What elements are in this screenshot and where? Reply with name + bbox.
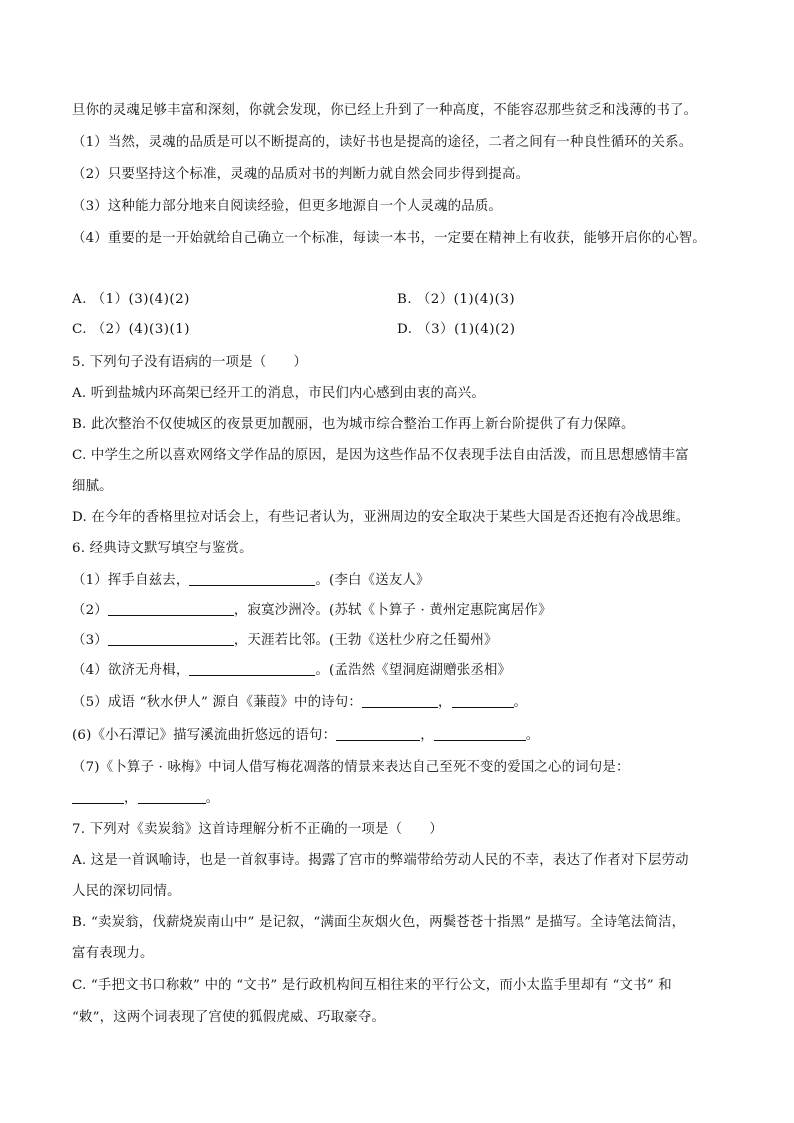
q7-option-a-line1: A. 这是一首讽喻诗，也是一首叙事诗。揭露了宫市的弊端带给劳动人民的不幸，表达了作者对下层劳动 <box>72 853 689 868</box>
q6-item-4-after: 。(孟浩然《望洞庭湖赠张丞相》 <box>315 663 512 678</box>
answer-blank[interactable] <box>138 789 206 804</box>
q6-item-7-text: （7)《卜算子 · 咏梅》中词人借写梅花凋落的情景来表达自己至死不变的爱国之心的词句是： <box>72 760 630 775</box>
q4-option-d: D. （3）(1)(4)(2) <box>397 322 516 337</box>
q4-option-b: B. （2）(1)(4)(3) <box>397 292 516 307</box>
answer-blank[interactable] <box>189 571 315 586</box>
answer-blank[interactable] <box>72 789 124 804</box>
q6-item-3-after: ，天涯若比邻。(王勃《送杜少府之任蜀州》 <box>233 633 498 648</box>
q6-item-5-before: （5）成语 “秋水伊人” 源自《蒹葭》中的诗句： <box>72 695 362 710</box>
q6-item-6-separator: ， <box>420 728 434 743</box>
answer-blank[interactable] <box>189 661 315 676</box>
q5-option-b: B. 此次整治不仅使城区的夜景更加靓丽，也为城市综合整治工作再上新台阶提供了有力保障。 <box>72 417 635 432</box>
q7-option-c-line1: C. “手把文书口称敕” 中的 “文书” 是行政机构间互相往来的平行公文，而小太监手里却有 “文书” 和 <box>72 978 672 993</box>
passage-sentence-4: （4）重要的是一开始就给自己确立一个标准，每读一本书，一定要在精神上有收获，能够开启你的心智。 <box>72 231 706 246</box>
passage-sentence-1: （1）当然，灵魂的品质是可以不断提高的，读好书也是提高的途径，二者之间有一种良性循环的关系。 <box>72 135 693 150</box>
q7-option-b-line1: B. “卖炭翁，伐薪烧炭南山中” 是记叙，“满面尘灰烟火色，两鬓苍苍十指黑” 是描写。全诗笔法简洁， <box>72 915 686 930</box>
q6-stem: 6. 经典诗文默写填空与鉴赏。 <box>72 541 253 556</box>
answer-blank[interactable] <box>434 726 526 741</box>
q5-option-d: D. 在今年的香格里拉对话会上，有些记者认为，亚洲周边的安全取决于某些大国是否还抱有冷战思维。 <box>72 510 690 525</box>
q5-option-a: A. 听到盐城内环高架已经开工的消息，市民们内心感到由衷的高兴。 <box>72 386 485 401</box>
q4-option-a: A. （1）(3)(4)(2) <box>72 292 190 307</box>
q6-item-2 <box>72 601 732 621</box>
answer-blank[interactable] <box>362 693 438 708</box>
q6-item-4-before: （4）欲济无舟楫， <box>72 663 190 678</box>
q6-item-5 <box>72 693 732 713</box>
q5-stem: 5. 下列句子没有语病的一项是（ ） <box>72 355 308 370</box>
answer-blank[interactable] <box>452 693 514 708</box>
q6-item-7-answer <box>72 789 732 809</box>
q7-stem: 7. 下列对《卖炭翁》这首诗理解分析不正确的一项是（ ） <box>72 822 443 837</box>
q6-item-3 <box>72 631 732 651</box>
q6-item-6-before: (6)《小石潭记》描写溪流曲折悠远的语句： <box>72 728 337 743</box>
q4-option-c: C. （2）(4)(3)(1) <box>72 322 190 337</box>
q5-option-c-line1: C. 中学生之所以喜欢网络文学作品的原因，是因为这些作品不仅表现手法自由活泼，而且思想感情丰富 <box>72 448 689 463</box>
q6-item-1 <box>72 571 732 591</box>
q6-item-6 <box>72 726 732 746</box>
passage-sentence-3: （3）这种能力部分地来自阅读经验，但更多地源自一个人灵魂的品质。 <box>72 199 503 214</box>
q6-item-2-before: （2） <box>72 603 108 618</box>
q6-item-3-before: （3） <box>72 633 108 648</box>
answer-blank[interactable] <box>108 631 234 646</box>
q6-item-5-after: 。 <box>513 695 528 710</box>
q6-item-5-separator: ， <box>437 695 452 710</box>
q6-item-6-after: 。 <box>525 728 540 743</box>
answer-blank[interactable] <box>336 726 420 741</box>
q7-option-a-line2: 人民的深切同情。 <box>72 884 181 899</box>
q5-option-c-line2: 细腻。 <box>72 479 113 494</box>
q6-item-7-separator: ， <box>124 791 138 806</box>
q7-option-b-line2: 富有表现力。 <box>72 946 154 961</box>
answer-blank[interactable] <box>108 601 234 616</box>
q6-item-1-before: （1）挥手自兹去， <box>72 573 190 588</box>
passage-intro: 旦你的灵魂足够丰富和深刻，你就会发现，你已经上升到了一种高度，不能容忍那些贫乏和浅薄的书了。 <box>72 103 698 118</box>
q7-option-c-line2: “敕”，这两个词表现了宫使的狐假虎威、巧取豪夺。 <box>72 1010 386 1025</box>
q6-item-2-after: ，寂寞沙洲冷。(苏轼《卜算子 · 黄州定惠院寓居作》 <box>233 603 552 618</box>
q6-item-4 <box>72 661 732 681</box>
q6-item-1-after: 。(李白《送友人》 <box>315 573 430 588</box>
passage-sentence-2: （2）只要坚持这个标准，灵魂的品质对书的判断力就自然会同步得到提高。 <box>72 167 530 182</box>
q6-item-7-after: 。 <box>205 791 220 806</box>
